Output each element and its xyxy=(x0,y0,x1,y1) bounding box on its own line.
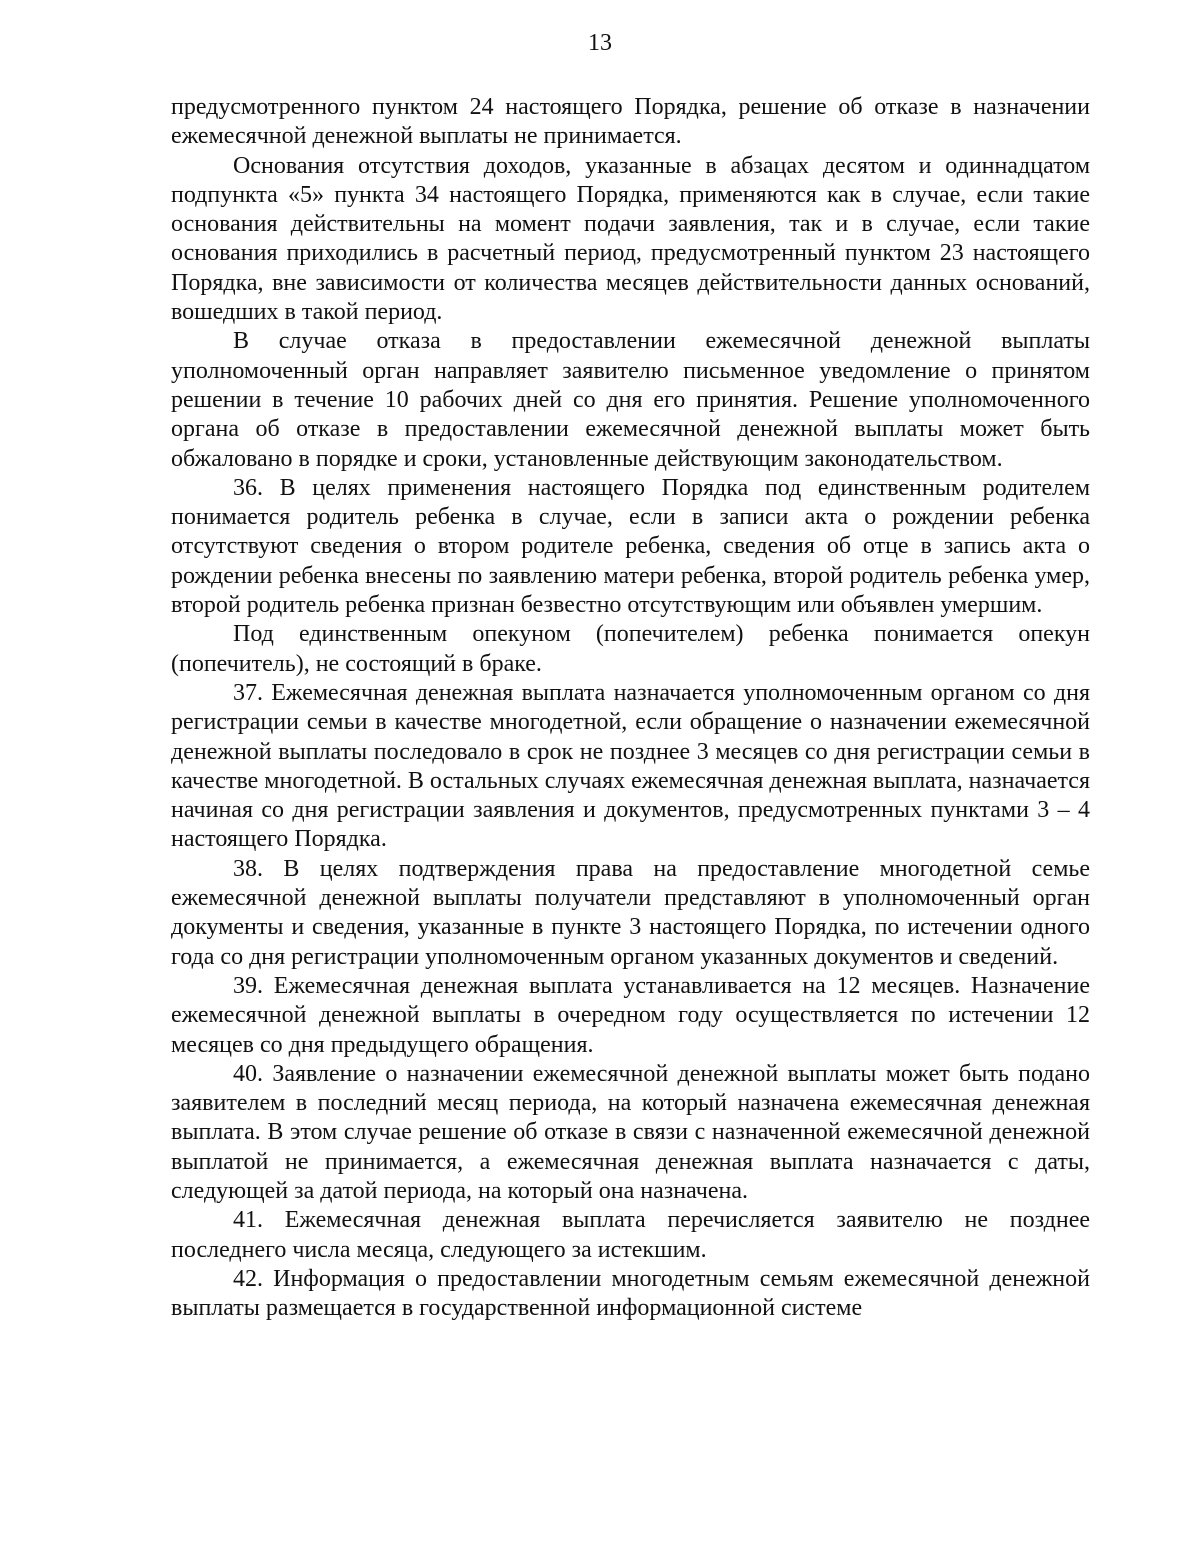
paragraph-42: 42. Информация о предоставлении многодетным семьям ежемесячной денежной выплаты размещается в государственной информационной системе xyxy=(171,1265,1090,1322)
paragraph-income-grounds: Основания отсутствия доходов, указанные в абзацах десятом и одиннадцатом подпункта «5» пункта 34 настоящего Порядка, применяются как в случае, если такие основания действительны на момент подачи заявления, так и в случае, если такие основания приходились в расчетный период, предусмотренный пунктом 23 настоящего Порядка, вне зависимости от количества месяцев действительности данных оснований, вошедших в такой период. xyxy=(171,152,1090,326)
document-body xyxy=(171,93,1090,1323)
paragraph-39: 39. Ежемесячная денежная выплата устанавливается на 12 месяцев. Назначение ежемесячной денежной выплаты в очередном году осуществляется по истечении 12 месяцев со дня предыдущего обращения. xyxy=(171,972,1090,1058)
paragraph-36: 36. В целях применения настоящего Порядка под единственным родителем понимается родитель ребенка в случае, если в записи акта о рождении ребенка отсутствуют сведения о втором родителе ребенка, сведения об отце в запись акта о рождении ребенка внесены по заявлению матери ребенка, второй родитель ребенка умер, второй родитель ребенка признан безвестно отсутствующим или объявлен умершим. xyxy=(171,474,1090,619)
paragraph-37: 37. Ежемесячная денежная выплата назначается уполномоченным органом со дня регистрации семьи в качестве многодетной, если обращение о назначении ежемесячной денежной выплаты последовало в срок не позднее 3 месяцев со дня регистрации семьи в качестве многодетной. В остальных случаях ежемесячная денежная выплата, назначается начиная со дня регистрации заявления и документов, предусмотренных пунктами 3 – 4 настоящего Порядка. xyxy=(171,679,1090,853)
paragraph-sole-guardian: Под единственным опекуном (попечителем) ребенка понимается опекун (попечитель), не состоящий в браке. xyxy=(171,621,1090,677)
paragraph-continuation: предусмотренного пунктом 24 настоящего Порядка, решение об отказе в назначении ежемесячной денежной выплаты не принимается. xyxy=(171,94,1090,150)
page-number: 13 xyxy=(588,30,612,56)
paragraph-refusal-notice: В случае отказа в предоставлении ежемесячной денежной выплаты уполномоченный орган направляет заявителю письменное уведомление о принятом решении в течение 10 рабочих дней со дня его принятия. Решение уполномоченного органа об отказе в предоставлении ежемесячной денежной выплаты может быть обжаловано в порядке и сроки, установленные действующим законодательством. xyxy=(171,328,1090,472)
paragraph-41: 41. Ежемесячная денежная выплата перечисляется заявителю не позднее последнего числа месяца, следующего за истекшим. xyxy=(171,1207,1090,1263)
paragraph-40: 40. Заявление о назначении ежемесячной денежной выплаты может быть подано заявителем в последний месяц периода, на который назначена ежемесячная денежная выплата. В этом случае решение об отказе в связи с назначенной ежемесячной денежной выплатой не принимается, а ежемесячная денежная выплата назначается с даты, следующей за датой периода, на который она назначена. xyxy=(171,1060,1090,1204)
paragraph-38: 38. В целях подтверждения права на предоставление многодетной семье ежемесячной денежной выплаты получатели представляют в уполномоченный орган документы и сведения, указанные в пункте 3 настоящего Порядка, по истечении одного года со дня регистрации уполномоченным органом указанных документов и сведений. xyxy=(171,855,1090,970)
